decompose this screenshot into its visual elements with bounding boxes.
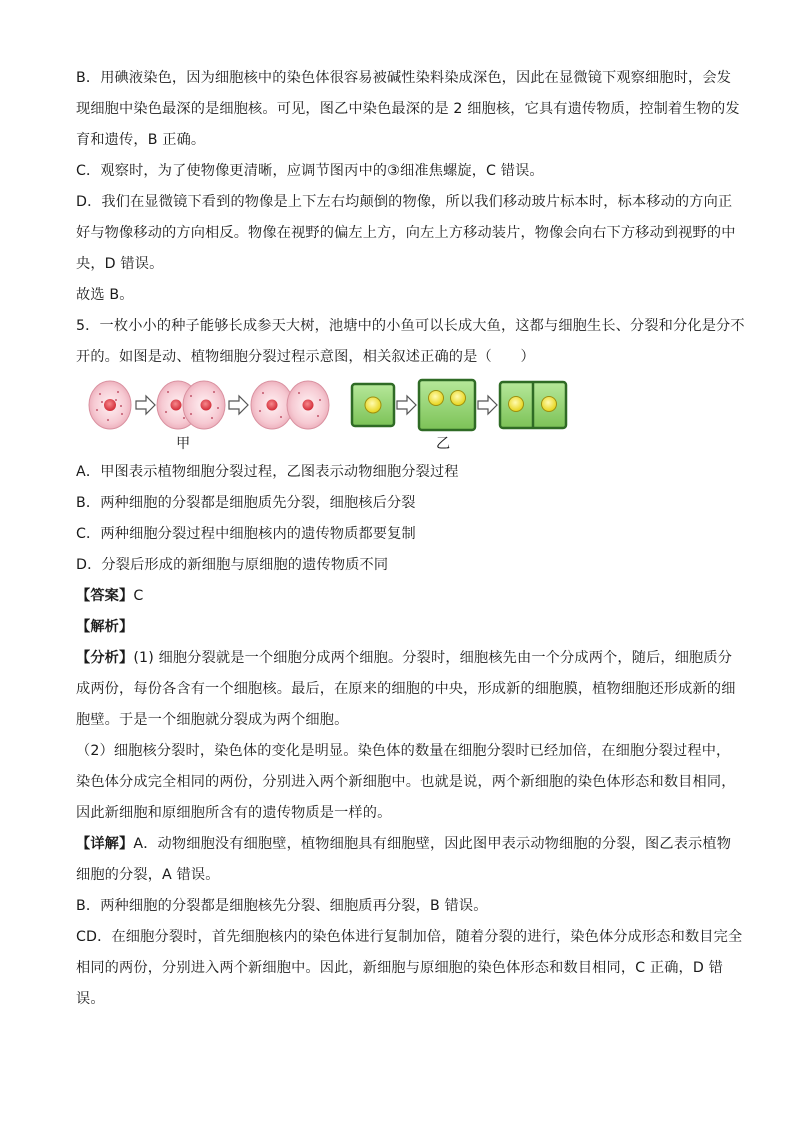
text-line: 现细胞中染色最深的是细胞核。可见，图乙中染色最深的是 2 细胞核，它具有遗传物质，控制着生物的发 <box>76 101 740 117</box>
fenxi-tag: 【分析】 <box>76 650 134 666</box>
figure-label-jia: 甲 <box>176 436 191 452</box>
plant-cell-stage-2 <box>419 380 475 430</box>
text-line: 因此新细胞和原细胞所含有的遗传物质是一样的。 <box>76 805 392 821</box>
text-line: CD．在细胞分裂时，首先细胞核内的染色体进行复制加倍，随着分裂的进行，染色体分成形态和数目完全 <box>76 929 743 945</box>
explanation-C <box>76 156 726 187</box>
explanation-B <box>76 63 740 156</box>
text-line: 央，D 错误。 <box>76 256 164 272</box>
detail-B <box>76 891 726 922</box>
plant-cell-stage-3 <box>500 382 566 428</box>
text-line: 成两份，每份各含有一个细胞核。最后，在原来的细胞的中央，形成新的细胞膜，植物细胞还形成新的细 <box>76 681 736 697</box>
cell-division-figure <box>88 378 598 434</box>
text-span: A．动物细胞没有细胞壁，植物细胞具有细胞壁，因此图甲表示动物细胞的分裂，图乙表示植物 <box>133 836 732 852</box>
figure-label-yi: 乙 <box>436 436 451 452</box>
text-line: C．观察时，为了使物像更清晰，应调节图丙中的③细准焦螺旋，C 错误。 <box>76 163 544 179</box>
options-list <box>76 457 726 581</box>
analysis-title <box>76 612 726 643</box>
option-c: C．两种细胞分裂过程中细胞核内的遗传物质都要复制 <box>76 526 416 542</box>
detail-CD <box>76 922 743 1015</box>
text-line: 误。 <box>76 991 105 1007</box>
conclusion-line <box>76 280 726 311</box>
text-line: 故选 B。 <box>76 287 134 303</box>
animal-cell-stage-2 <box>157 381 225 429</box>
animal-cell-stage-3 <box>251 381 329 429</box>
text-line: 开的。如图是动、植物细胞分裂过程示意图，相关叙述正确的是（ ） <box>76 349 535 365</box>
analysis-fenxi-1 <box>76 643 736 736</box>
text-line: 相同的两份，分别进入两个新细胞中。因此，新细胞与原细胞的染色体形态和数目相同，C 正确，D 错 <box>76 960 723 976</box>
option-d: D．分裂后形成的新细胞与原细胞的遗传物质不同 <box>76 557 389 573</box>
text-line: B．两种细胞的分裂都是细胞核先分裂、细胞质再分裂，B 错误。 <box>76 898 488 914</box>
arrow-icon <box>478 396 497 414</box>
text-span: (1) 细胞分裂就是一个细胞分成两个细胞。分裂时，细胞核先由一个分成两个，随后，细胞质分 <box>133 650 733 666</box>
text-line: 胞壁。于是一个细胞就分裂成为两个细胞。 <box>76 712 349 728</box>
answer-tag: 【答案】 <box>76 588 134 604</box>
text-line <box>76 829 732 860</box>
answer-value: C <box>133 588 144 604</box>
arrow-icon <box>229 396 248 414</box>
detail-A <box>76 829 732 891</box>
plant-cell-stage-1 <box>352 384 394 426</box>
answer-row <box>76 581 726 612</box>
analysis-fenxi-2 <box>76 736 736 829</box>
explanation-D <box>76 187 736 280</box>
arrow-icon <box>397 396 416 414</box>
answer-line <box>76 581 726 612</box>
text-line: 细胞的分裂，A 错误。 <box>76 867 220 883</box>
text-line: 育和遗传，B 正确。 <box>76 132 206 148</box>
text-line: 染色体分成完全相同的两份，分别进入两个新细胞中。也就是说，两个新细胞的染色体形态和数目相同， <box>76 774 736 790</box>
question-5-stem <box>76 311 745 373</box>
xiangjie-tag: 【详解】 <box>76 836 134 852</box>
text-line: 好与物像移动的方向相反。物像在视野的偏左上方，向左上方移动装片，物像会向右下方移动到视野的中 <box>76 225 736 241</box>
text-line <box>76 643 733 674</box>
text-line: 5．一枚小小的种子能够长成参天大树，池塘中的小鱼可以长成大鱼，这都与细胞生长、分裂和分化是分不 <box>76 318 745 334</box>
text-line: （2）细胞核分裂时，染色体的变化是明显。染色体的数量在细胞分裂时已经加倍，在细胞分裂过程中， <box>76 743 731 759</box>
option-a: A．甲图表示植物细胞分裂过程，乙图表示动物细胞分裂过程 <box>76 464 459 480</box>
analysis-title-text: 【解析】 <box>76 619 134 635</box>
option-b: B．两种细胞的分裂都是细胞质先分裂，细胞核后分裂 <box>76 495 416 511</box>
animal-cell-stage-1 <box>89 381 131 429</box>
text-line: B．用碘液染色，因为细胞核中的染色体很容易被碱性染料染成深色，因此在显微镜下观察细胞时，会发 <box>76 70 732 86</box>
text-line: D．我们在显微镜下看到的物像是上下左右均颠倒的物像，所以我们移动玻片标本时，标本移动的方向正 <box>76 194 733 210</box>
arrow-icon <box>136 396 155 414</box>
